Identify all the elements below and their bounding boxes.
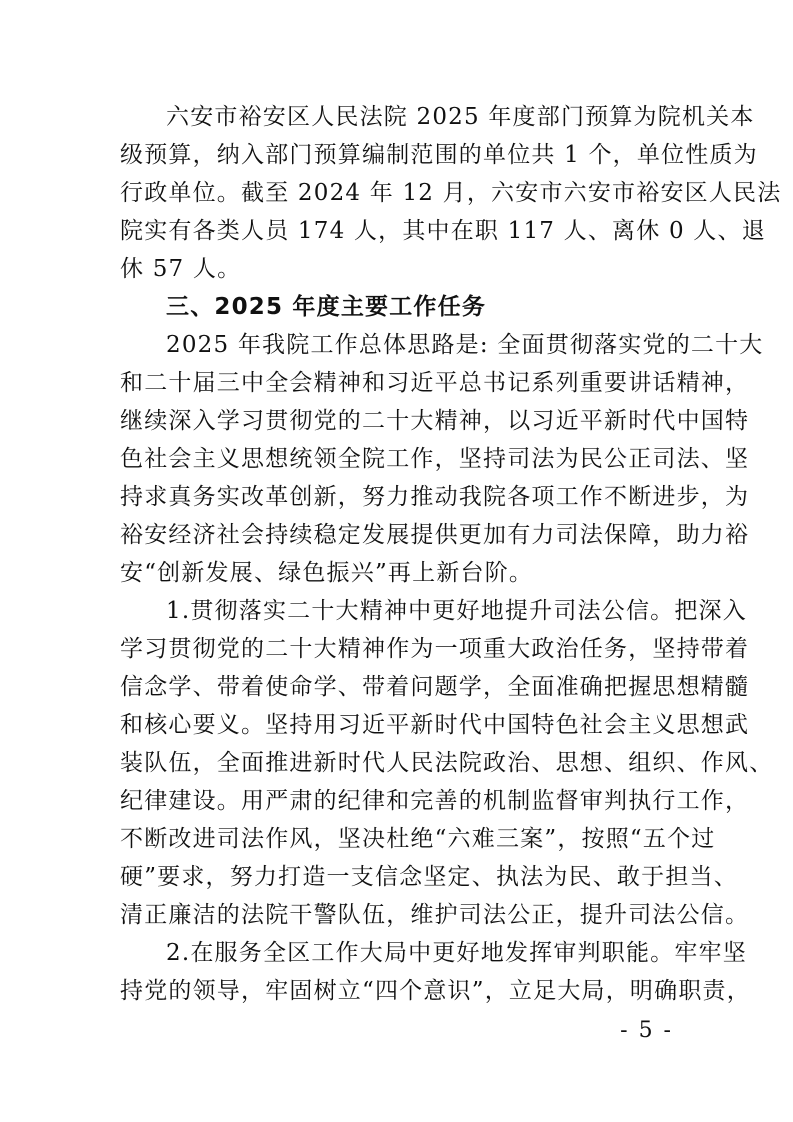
text-line: 安“创新发展、绿色振兴”再上新台阶。 xyxy=(120,560,534,586)
text-line: 裕安经济社会持续稳定发展提供更加有力司法保障，助力裕 xyxy=(120,522,750,548)
section-heading: 三、2025 年度主要工作任务 xyxy=(166,294,487,320)
page-number: - 5 - xyxy=(620,1018,673,1043)
text-line: 院实有各类人员 174 人，其中在职 117 人、离休 0 人、退 xyxy=(120,218,766,244)
document-body xyxy=(120,98,782,1010)
paragraph-overall-approach xyxy=(120,326,764,592)
paragraph-task-2 xyxy=(120,934,751,1010)
text-line: 继续深入学习贯彻党的二十大精神，以习近平新时代中国特 xyxy=(120,408,750,434)
text-line: 持党的领导，牢固树立“四个意识”，立足大局，明确职责， xyxy=(120,978,751,1004)
text-line: 装队伍，全面推进新时代人民法院政治、思想、组织、作风、 xyxy=(120,750,774,776)
text-line: 2.在服务全区工作大局中更好地发挥审判职能。牢牢坚 xyxy=(166,940,747,966)
text-line: 行政单位。截至 2024 年 12 月，六安市六安市裕安区人民法 xyxy=(120,180,782,206)
text-line: 和核心要义。坚持用习近平新时代中国特色社会主义思想武 xyxy=(120,712,750,738)
text-line: 硬”要求，努力打造一支信念坚定、执法为民、敢于担当、 xyxy=(120,864,738,890)
text-line: 学习贯彻党的二十大精神作为一项重大政治任务，坚持带着 xyxy=(120,636,750,662)
text-line: 1.贯彻落实二十大精神中更好地提升司法公信。把深入 xyxy=(166,598,747,624)
text-line: 休 57 人。 xyxy=(120,256,242,282)
text-line: 2025 年我院工作总体思路是: 全面贯彻落实党的二十大 xyxy=(166,332,764,358)
text-line: 信念学、带着使命学、带着问题学，全面准确把握思想精髓 xyxy=(120,674,750,700)
text-line: 和二十届三中全会精神和习近平总书记系列重要讲话精神， xyxy=(120,370,750,396)
text-line: 级预算，纳入部门预算编制范围的单位共 1 个，单位性质为 xyxy=(120,142,758,168)
text-line: 清正廉洁的法院干警队伍，维护司法公正，提升司法公信。 xyxy=(120,902,750,928)
text-line: 持求真务实改革创新，努力推动我院各项工作不断进步，为 xyxy=(120,484,750,510)
text-line: 色社会主义思想统领全院工作，坚持司法为民公正司法、坚 xyxy=(120,446,750,472)
text-line: 纪律建设。用严肃的纪律和完善的机制监督审判执行工作， xyxy=(120,788,750,814)
paragraph-budget-overview xyxy=(120,98,782,288)
paragraph-task-1 xyxy=(120,592,774,934)
text-line: 不断改进司法作风，坚决杜绝“六难三案”，按照“五个过 xyxy=(120,826,716,852)
text-line: 六安市裕安区人民法院 2025 年度部门预算为院机关本 xyxy=(166,104,755,130)
